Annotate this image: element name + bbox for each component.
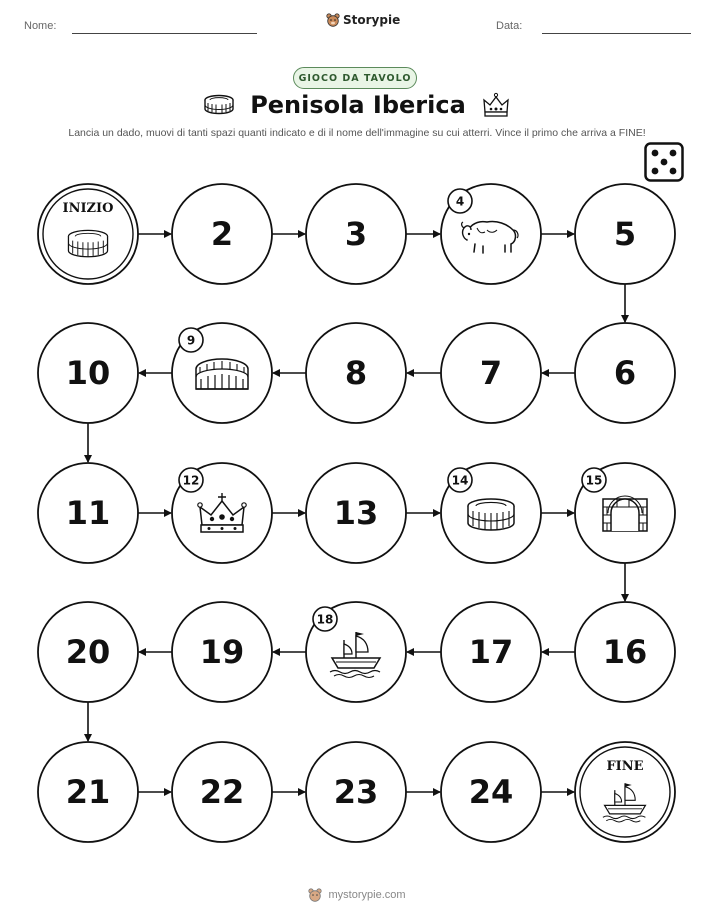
board-space-17[interactable]	[441, 602, 541, 702]
space-number: 19	[199, 633, 245, 671]
space-number: 6	[613, 354, 637, 392]
board-space-20[interactable]	[38, 602, 138, 702]
space-number: 21	[65, 773, 111, 811]
space-number: 10	[65, 354, 111, 392]
board-space-24[interactable]	[441, 742, 541, 842]
brand-name: Storypie	[343, 13, 401, 27]
space-number: 4	[455, 194, 465, 209]
board-space-2[interactable]	[172, 184, 272, 284]
title-text: Penisola Iberica	[250, 91, 466, 119]
board-space-6[interactable]	[575, 323, 675, 423]
space-number: 9	[186, 333, 196, 348]
bridge-icon	[603, 496, 647, 531]
board-space-9[interactable]	[172, 323, 272, 423]
space-label: FINE	[606, 759, 644, 774]
board-space-8[interactable]	[306, 323, 406, 423]
space-number: 7	[479, 354, 503, 392]
space-number: 16	[602, 633, 648, 671]
space-label: INIZIO	[62, 201, 114, 216]
space-number: 15	[585, 473, 603, 488]
space-number: 17	[468, 633, 514, 671]
footer	[0, 888, 714, 902]
space-number: 3	[344, 215, 368, 253]
board-space-10[interactable]	[38, 323, 138, 423]
board-space-23[interactable]	[306, 742, 406, 842]
space-number: 24	[468, 773, 514, 811]
space-number: 13	[333, 494, 379, 532]
board-space-14[interactable]	[441, 463, 541, 563]
board-space-7[interactable]	[441, 323, 541, 423]
space-number: 2	[210, 215, 234, 253]
name-label: Nome:	[24, 20, 57, 32]
space-number: 18	[316, 612, 334, 627]
colosseum-icon	[196, 359, 248, 389]
storypie-bear-icon	[308, 888, 322, 902]
arena-icon	[468, 499, 514, 530]
footer-url: mystorypie.com	[328, 888, 406, 901]
space-number: 22	[199, 773, 245, 811]
space-number: 12	[182, 473, 200, 488]
board-space-15[interactable]	[575, 463, 675, 563]
space-number: 23	[333, 773, 379, 811]
space-number: 8	[344, 354, 368, 392]
board-space-16[interactable]	[575, 602, 675, 702]
board-space-4[interactable]	[441, 184, 541, 284]
board-space-25[interactable]	[575, 742, 675, 842]
board-space-3[interactable]	[306, 184, 406, 284]
board-space-21[interactable]	[38, 742, 138, 842]
arena-icon	[68, 230, 107, 256]
space-number: 20	[65, 633, 111, 671]
board-space-19[interactable]	[172, 602, 272, 702]
space-number: 14	[451, 473, 469, 488]
space-number: 11	[65, 494, 111, 532]
board-space-1[interactable]	[38, 184, 138, 284]
board-space-11[interactable]	[38, 463, 138, 563]
board-space-22[interactable]	[172, 742, 272, 842]
game-type-badge: GIOCO DA TAVOLO	[293, 67, 417, 89]
instructions-text: Lancia un dado, muovi di tanti spazi quanti indicato e di il nome dell'immagine su cui atterri. Vince il primo che arriva a FINE!	[68, 127, 646, 139]
date-label: Data:	[496, 20, 523, 32]
space-number: 5	[613, 215, 637, 253]
board-space-13[interactable]	[306, 463, 406, 563]
board-space-5[interactable]	[575, 184, 675, 284]
board-space-12[interactable]	[172, 463, 272, 563]
board-space-18[interactable]	[306, 602, 406, 702]
